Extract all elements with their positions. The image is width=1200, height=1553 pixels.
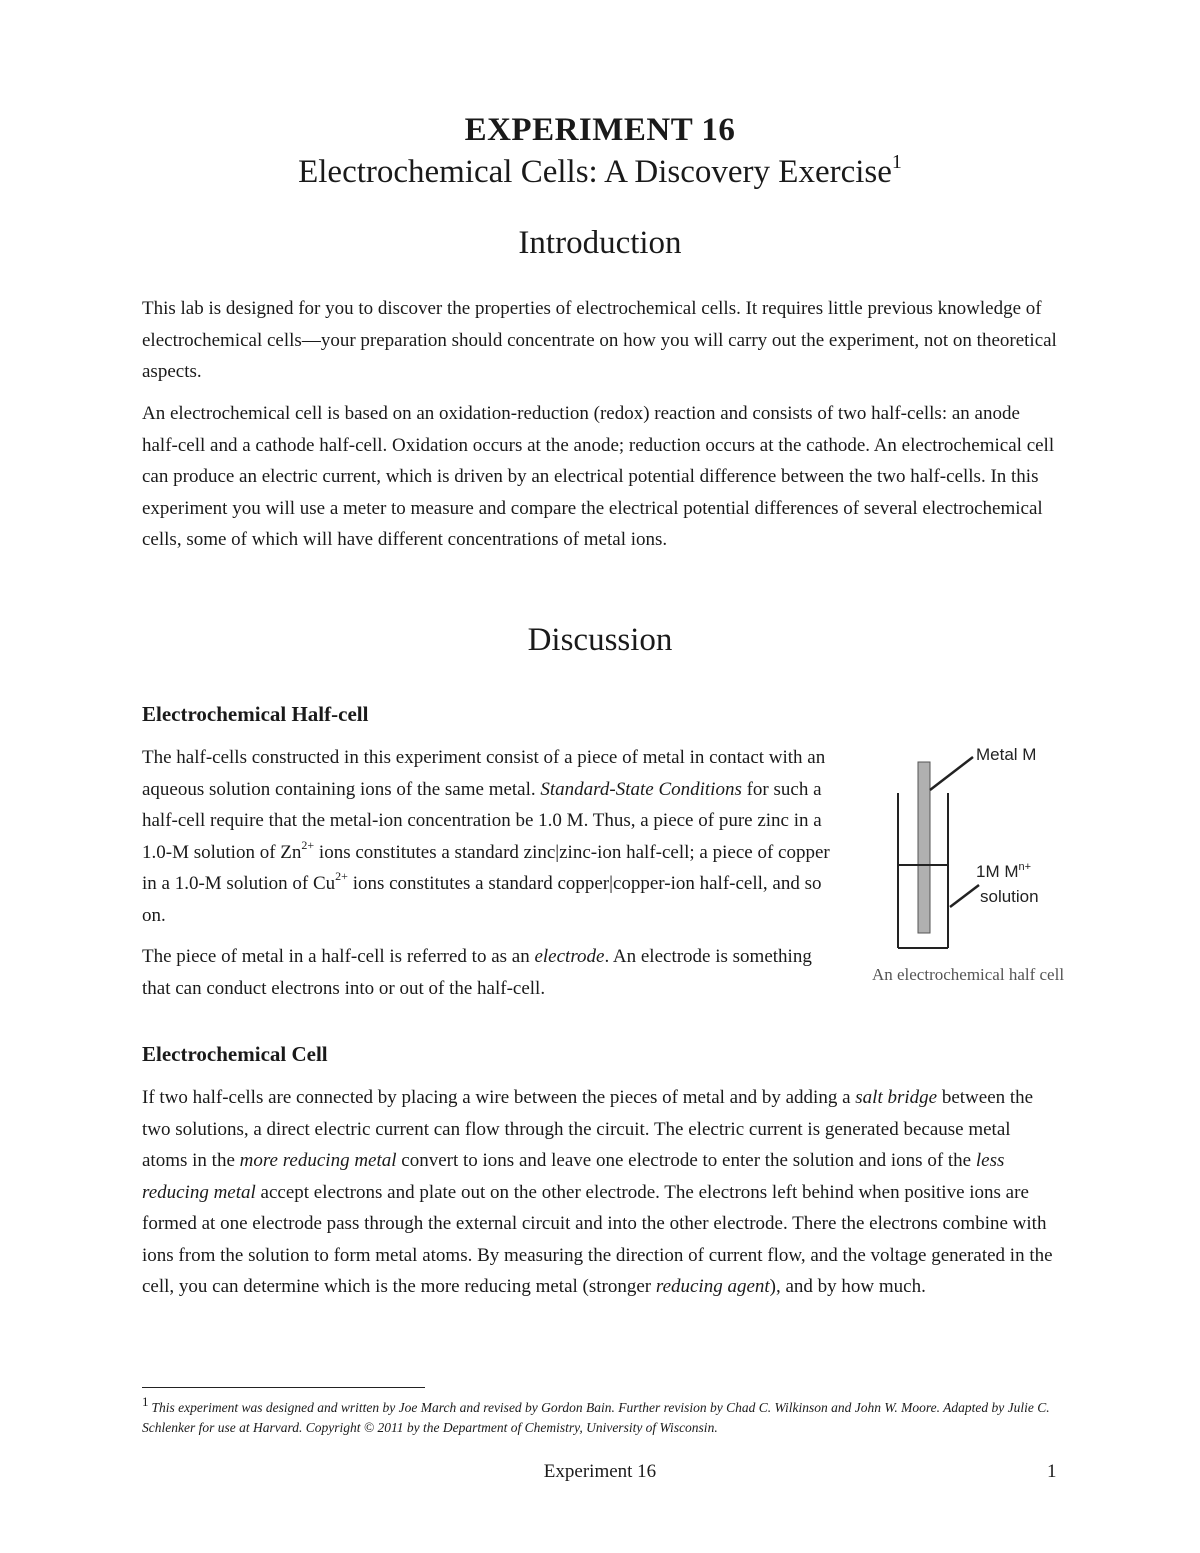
term-reducing-agent: reducing agent: [655, 1276, 770, 1297]
label-solution: solution: [980, 887, 1039, 906]
text-run: ions constitutes a standard copper|copper-ion half-cell, and so on.: [142, 873, 822, 926]
introduction-paragraph-2: An electrochemical cell is based on an oxidation-reduction (redox) reaction and consists of two half-cells: an anode half-cell and a cathode half-cell. Oxidation occurs at the anode; reduction occurs at the cathode. An electrochemical cell can produce an electric current, which is driven by an electrical potential difference between the two half-cells. In this experiment you will use a meter to measure and compare the electrical potential differences of several electrochemical cells, some of which will have different concentrations of metal ions.: [142, 403, 1055, 550]
label-solution-charge: n+: [1018, 861, 1032, 873]
footnote-rule: [142, 1387, 425, 1388]
page-subtitle: [0, 151, 1200, 191]
term-more-reducing-metal: more reducing metal: [239, 1150, 397, 1171]
half-cell-diagram: [855, 735, 1085, 995]
page-number: 1: [1047, 1461, 1057, 1482]
charge-zn: 2+: [301, 837, 315, 852]
introduction-heading: Introduction: [518, 225, 682, 261]
label-solution-concentration: [976, 861, 1031, 881]
metal-electrode: [918, 762, 930, 933]
text-run: convert to ions and leave one electrode to enter the solution and ions of the: [396, 1150, 976, 1171]
text-run: . An electrode is something that can conduct electrons into or out of the half-cell.: [142, 946, 812, 999]
discussion-heading: Discussion: [527, 622, 673, 658]
term-less-reducing-metal: less reducing metal: [142, 1150, 1005, 1203]
footnote-mark: 1: [142, 1394, 149, 1409]
introduction-paragraph-1: This lab is designed for you to discover the properties of electrochemical cells. It requires little previous knowledge of electrochemical cells—your preparation should concentrate on how you will carry out the experiment, not on theoretical aspects.: [142, 298, 1057, 382]
solution-pointer: [950, 885, 979, 907]
footnote-text: This experiment was designed and written by Joe March and revised by Gordon Bain. Further revision by Chad C. Wilkinson and John W. Moore. Adapted by Julie C. Schlenker for use at Harvard. Copyright © 2011 by the Department of Chemistry, University of Wisconsin.: [142, 1400, 1050, 1435]
half-cell-heading: Electrochemical Half-cell: [142, 702, 369, 726]
text-run: accept electrons and plate out on the other electrode. The electrons left behind when positive ions are formed at one electrode pass through the external circuit and into the other electrode. There the electrons combine with ions from the solution to form metal atoms. By measuring the direction of current flow, and the voltage generated in the cell, you can determine which is the more reducing metal (stronger: [142, 1181, 1053, 1297]
half-cell-paragraph-1: [142, 742, 832, 931]
subtitle-footnote-mark: 1: [891, 151, 902, 173]
text-run: ions constitutes a standard zinc|zinc-ion half-cell; a piece of copper in a 1.0-M solution of Cu: [142, 841, 830, 894]
footnote: [142, 1394, 1062, 1438]
charge-cu: 2+: [335, 869, 348, 883]
half-cell-paragraph-2: [142, 941, 822, 1004]
text-run: for such a half-cell require that the metal-ion concentration be 1.0 M. Thus, a piece of pure zinc in a 1.0-M solution of Zn: [142, 778, 822, 863]
subtitle-text: Electrochemical Cells: A Discovery Exercise: [298, 154, 892, 190]
text-run: between the two solutions, a direct electric current can flow through the circuit. The electric current is generated because metal atoms in the: [142, 1087, 1034, 1171]
text-run: ), and by how much.: [769, 1276, 926, 1297]
text-run: If two half-cells are connected by placing a wire between the pieces of metal and by adding a: [142, 1087, 856, 1108]
label-solution-text: 1M M: [976, 862, 1019, 881]
metal-pointer: [930, 757, 973, 790]
text-run: The piece of metal in a half-cell is referred to as an: [142, 946, 535, 967]
text-run: The half-cells constructed in this experiment consist of a piece of metal in contact with an aqueous solution containing ions of the same metal.: [142, 747, 826, 800]
term-electrode: electrode: [534, 946, 605, 967]
label-metal: Metal M: [976, 745, 1037, 764]
figure-caption: An electrochemical half cell: [871, 965, 1065, 984]
footer-label: Experiment 16: [543, 1461, 657, 1482]
term-salt-bridge: salt bridge: [855, 1087, 938, 1108]
cell-paragraph-1: [142, 1082, 1060, 1303]
cell-heading: Electrochemical Cell: [142, 1042, 328, 1066]
term-standard-state: Standard-State Conditions: [540, 778, 742, 800]
page-title: EXPERIMENT 16: [464, 112, 736, 148]
